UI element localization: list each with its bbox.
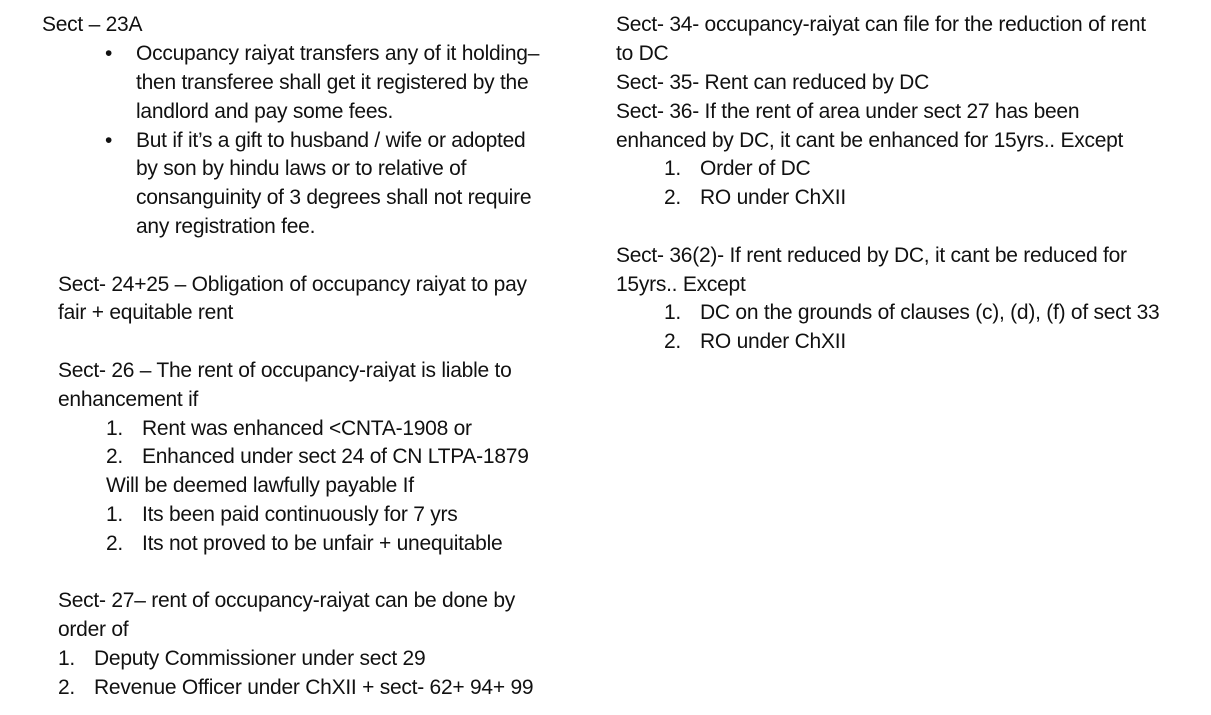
list-number: 1. [664,157,682,180]
sect-36-line-2: enhanced by DC, it cant be enhanced for 15yrs.. Except [616,129,1124,152]
sect-34-line-1: Sect- 34- occupancy-raiyat can file for the reduction of rent [616,13,1146,36]
bullet-2-line-2: by son by hindu laws or to relative of [136,157,467,180]
list-text: RO under ChXII [700,186,846,209]
sect-26-line-2: enhancement if [58,388,199,411]
sect-27-line-1: Sect- 27– rent of occupancy-raiyat can be done by [58,589,516,612]
sect-36-2-line-1: Sect- 36(2)- If rent reduced by DC, it cant be reduced for [616,244,1127,267]
list-text: Deputy Commissioner under sect 29 [94,647,426,670]
sect-36-line-1: Sect- 36- If the rent of area under sect 27 has been [616,100,1080,123]
bullet-2-line-4: any registration fee. [136,215,316,238]
sect-24-25-line-2: fair + equitable rent [58,301,234,324]
bullet-2-line-1: But if it’s a gift to husband / wife or adopted [136,129,526,152]
list-text: Enhanced under sect 24 of CN LTPA-1879 [142,445,529,468]
list-number: 1. [106,417,124,440]
bullet-1-line-3: landlord and pay some fees. [136,100,394,123]
sect-24-25-line-1: Sect- 24+25 – Obligation of occupancy raiyat to pay [58,273,527,296]
list-text: DC on the grounds of clauses (c), (d), (f) of sect 33 [700,301,1160,324]
sect-27-line-2: order of [58,618,129,641]
list-number: 2. [664,330,682,353]
list-number: 2. [58,676,76,699]
list-number: 1. [106,503,124,526]
list-text: RO under ChXII [700,330,846,353]
sect-26-line-1: Sect- 26 – The rent of occupancy-raiyat is liable to [58,359,512,382]
bullet-1-line-1: Occupancy raiyat transfers any of it holding– [136,42,540,65]
sect-34-line-2: to DC [616,42,669,65]
list-text: Revenue Officer under ChXII + sect- 62+ 94+ 99 [94,676,534,699]
list-number: 1. [58,647,76,670]
list-text: Its not proved to be unfair + unequitable [142,532,503,555]
list-number: 1. [664,301,682,324]
sect-35-line: Sect- 35- Rent can reduced by DC [616,71,929,94]
list-text: Its been paid continuously for 7 yrs [142,503,458,526]
sect-26-mid-line: Will be deemed lawfully payable If [106,474,414,497]
sect-36-2-line-2: 15yrs.. Except [616,273,746,296]
bullet-2-line-3: consanguinity of 3 degrees shall not require [136,186,532,209]
sect-23a-heading: Sect – 23A [42,13,143,36]
list-number: 2. [106,532,124,555]
list-text: Rent was enhanced <CNTA-1908 or [142,417,472,440]
bullet-1-line-2: then transferee shall get it registered by the [136,71,529,94]
list-number: 2. [664,186,682,209]
list-number: 2. [106,445,124,468]
bullet-icon: • [105,42,113,65]
bullet-icon: • [105,129,113,152]
list-text: Order of DC [700,157,811,180]
